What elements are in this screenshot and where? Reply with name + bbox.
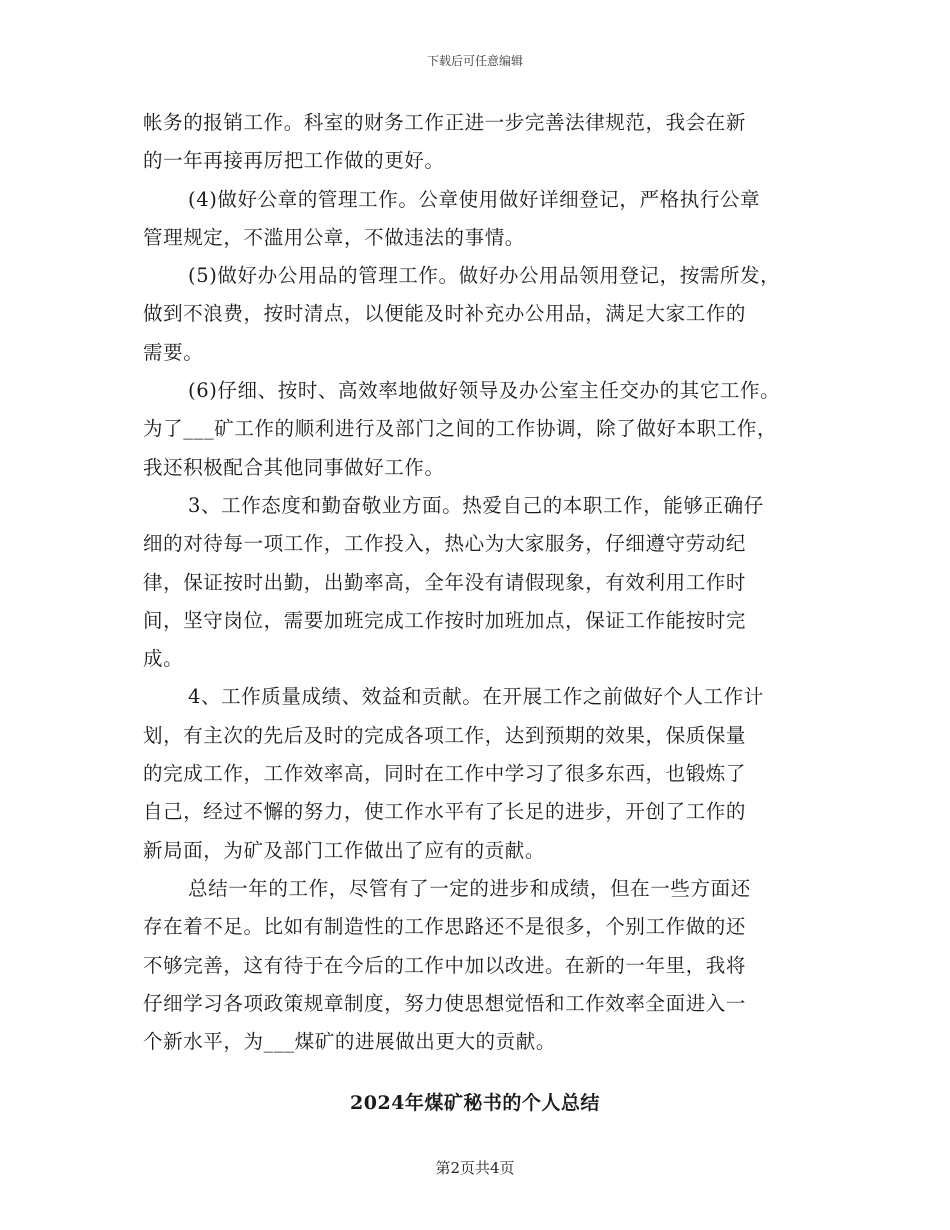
body-text-line: (6)仔细、按时、高效率地做好领导及办公室主任交办的其它工作。 [188,379,781,403]
body-text-line: 律，保证按时出勤，出勤率高，全年没有请假现象，有效利用工作时 [143,570,747,594]
body-text-line: 的一年再接再厉把工作做的更好。 [143,149,445,173]
body-text-line: 总结一年的工作，尽管有了一定的进步和成绩，但在一些方面还 [188,876,751,900]
body-text-line: 我还积极配合其他同事做好工作。 [143,455,445,479]
body-text-line: 帐务的报销工作。科室的财务工作正进一步完善法律规范，我会在新 [143,111,747,134]
body-text-line: 3、工作态度和勤奋敬业方面。热爱自己的本职工作，能够正确仔 [188,493,764,517]
body-text-line: 细的对待每一项工作，工作投入，热心为大家服务，仔细遵守劳动纪 [143,532,747,556]
body-text-line: 划，有主次的先后及时的完成各项工作，达到预期的效果，保质保量 [143,723,747,747]
body-text-line: 成。 [143,647,184,671]
body-text-line: 做到不浪费，按时清点，以便能及时补充办公用品，满足大家工作的 [143,302,747,326]
body-text-line: 不够完善，这有待于在今后的工作中加以改进。在新的一年里，我将 [143,953,747,977]
page-number: 第2页共4页 [435,1159,515,1177]
body-text-line: (4)做好公章的管理工作。公章使用做好详细登记，严格执行公章 [188,187,761,211]
body-text-line: 管理规定，不滥用公章，不做违法的事情。 [143,225,525,249]
page-header-note: 下载后可任意编辑 [426,54,523,68]
body-text-line: 间，坚守岗位，需要加班完成工作按时加班加点，保证工作能按时完 [143,608,747,632]
body-text-line: 需要。 [143,340,204,364]
body-text-line: 自己，经过不懈的努力，使工作水平有了长足的进步，开创了工作的 [143,800,747,824]
body-text-line: 个新水平，为___煤矿的进展做出更大的贡献。 [143,1030,556,1054]
section-title: 2024年煤矿秘书的个人总结 [350,1092,600,1114]
body-text-line: (5)做好办公用品的管理工作。做好办公用品领用登记，按需所发， [188,264,781,288]
body-text-line: 存在着不足。比如有制造性的工作思路还不是很多，个别工作做的还 [143,915,747,939]
body-text-line: 为了___矿工作的顺利进行及部门之间的工作协调，除了做好本职工作， [143,417,778,441]
document-body [143,104,823,1061]
body-text-line: 仔细学习各项政策规章制度，努力使思想觉悟和工作效率全面进入一 [143,991,747,1015]
body-text-line: 的完成工作，工作效率高，同时在工作中学习了很多东西，也锻炼了 [143,762,747,786]
body-text-line: 新局面，为矿及部门工作做出了应有的贡献。 [143,838,546,862]
body-text-line: 4、工作质量成绩、效益和贡献。在开展工作之前做好个人工作计 [188,685,764,709]
